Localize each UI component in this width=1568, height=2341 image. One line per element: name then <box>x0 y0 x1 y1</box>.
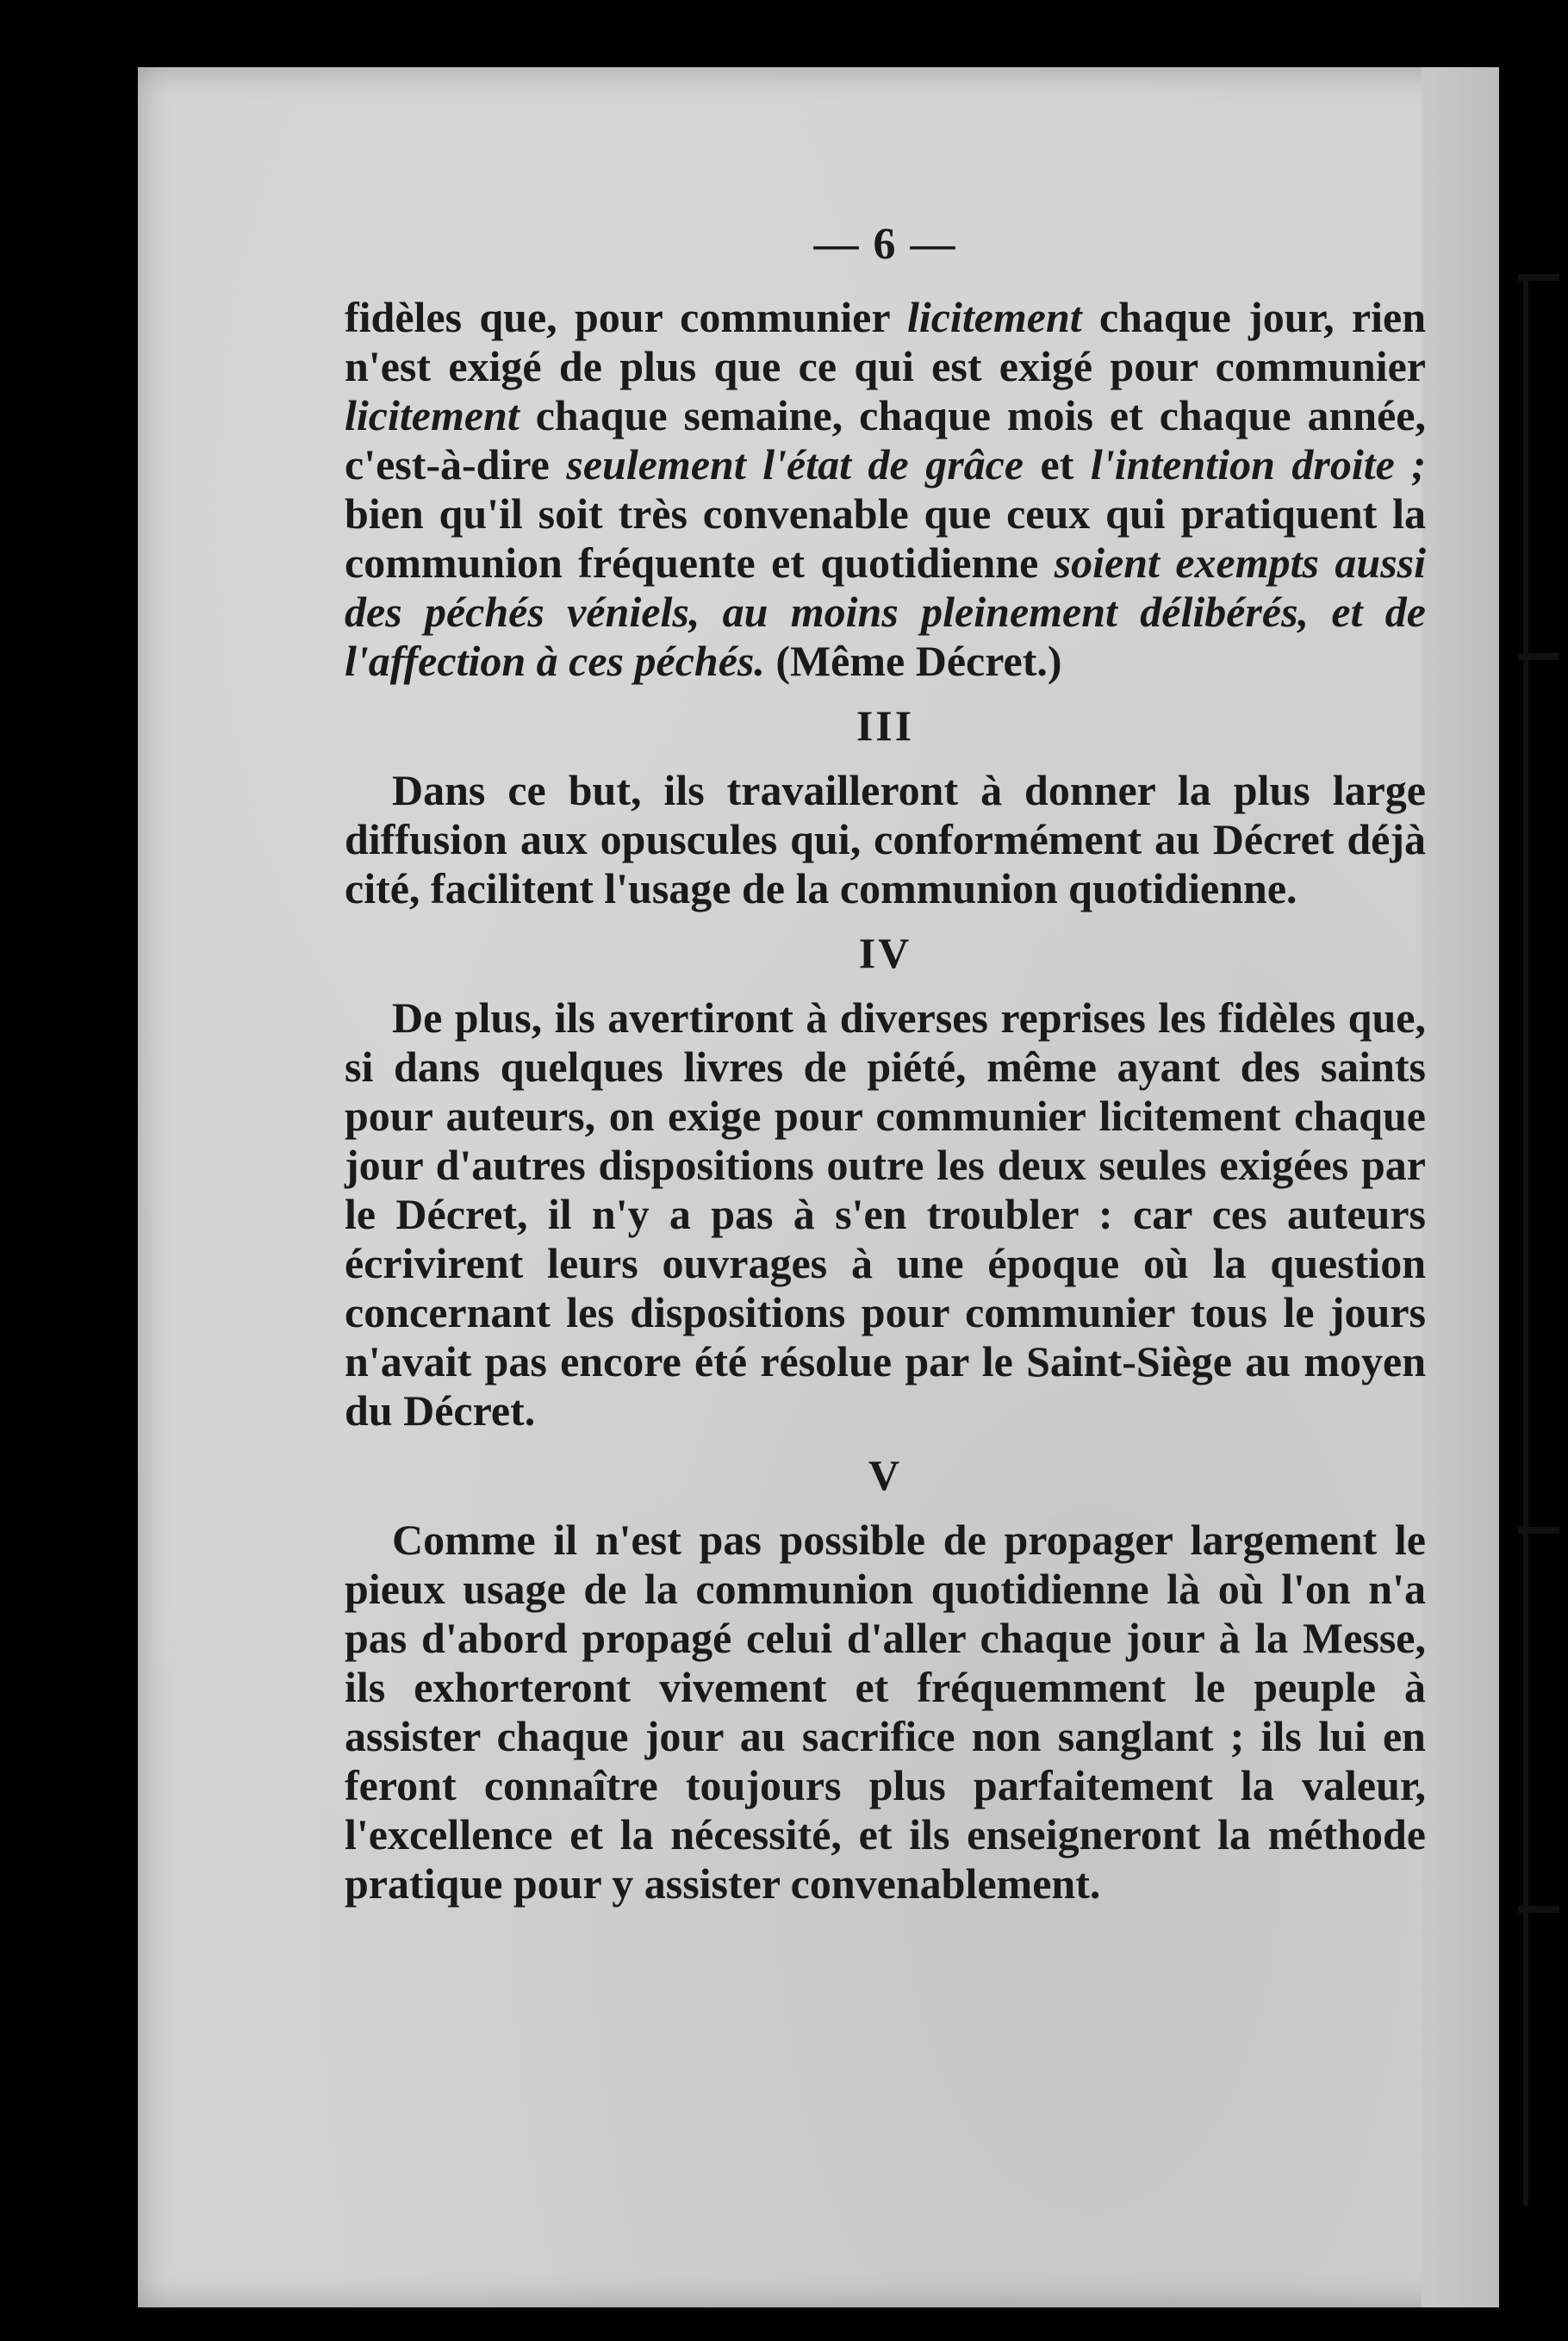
section-heading-v: V <box>868 1451 903 1499</box>
binding-tick <box>1518 1527 1559 1534</box>
italic-run: licitement <box>345 391 520 439</box>
page-number: — 6 — <box>813 220 957 269</box>
italic-run: soient exempts aussi des péchés véniels, au moins pleinement délibérés, et de l'affection à ces péchés. <box>345 539 1427 685</box>
italic-run: seulement l'état de grâce <box>566 440 1024 489</box>
paragraph-v: Comme il n'est pas possible de propager largement le pieux usage de la communion quotidienne là où l'on n'a pas d'abord propagé celui d'aller chaque jour à la Messe, ils exhorteront vivement et fréquemment le peuple à assister chaque jour au sacrifice non sanglant ; ils lui en feront connaître toujours plus parfaitement la valeur, l'excellence et la nécessité, et ils enseigneront la méthode pratique pour y assister convenablement. <box>345 1516 1426 1908</box>
section-heading-iv: IV <box>858 929 912 977</box>
binding-tick <box>1518 653 1559 660</box>
binding-tick <box>1518 274 1559 281</box>
text-run: et <box>1024 440 1091 489</box>
italic-run: l'intention droite ; <box>1090 440 1426 489</box>
text-run: bien qu'il soit très convenable que ceux qui pratiquent la communion fréquente et quotidienne <box>345 489 1426 587</box>
text-run: chaque semaine, chaque mois et chaque année, c'est-à-dire <box>345 391 1426 489</box>
text-run: (Même Décret.) <box>764 637 1062 685</box>
italic-run: licitement <box>906 293 1082 341</box>
paragraph-iv: De plus, ils avertiront à diverses reprises les fidèles que, si dans quelques livres de piété, même ayant des saints pour auteurs, on exige pour communier licitement chaque jour d'autres dispositions outre les deux seules exigées par le Décret, il n'y a pas à s'en troubler : car ces auteurs écrivirent leurs ouvrages à une époque où la question concernant les dispositions pour communier tous le jours n'avait pas encore été résolue par le Saint-Siège au moyen du Décret. <box>345 993 1426 1435</box>
paragraph-iii: Dans ce but, ils travailleront à donner la plus large diffusion aux opuscules qui, conformément au Décret déjà cité, facilitent l'usage de la communion quotidienne. <box>345 766 1426 912</box>
section-heading-iii: III <box>856 701 915 750</box>
text-run: fidèles que, pour communier <box>345 293 907 341</box>
binding-tick <box>1518 1906 1559 1913</box>
page-text <box>345 220 1426 1908</box>
paragraph-continuation <box>345 293 1426 686</box>
page-edge <box>1422 67 1499 2307</box>
text-run: chaque jour, rien n'est exigé de plus que ce qui est exigé pour communier <box>345 293 1427 390</box>
binding-line <box>1523 276 1528 2206</box>
